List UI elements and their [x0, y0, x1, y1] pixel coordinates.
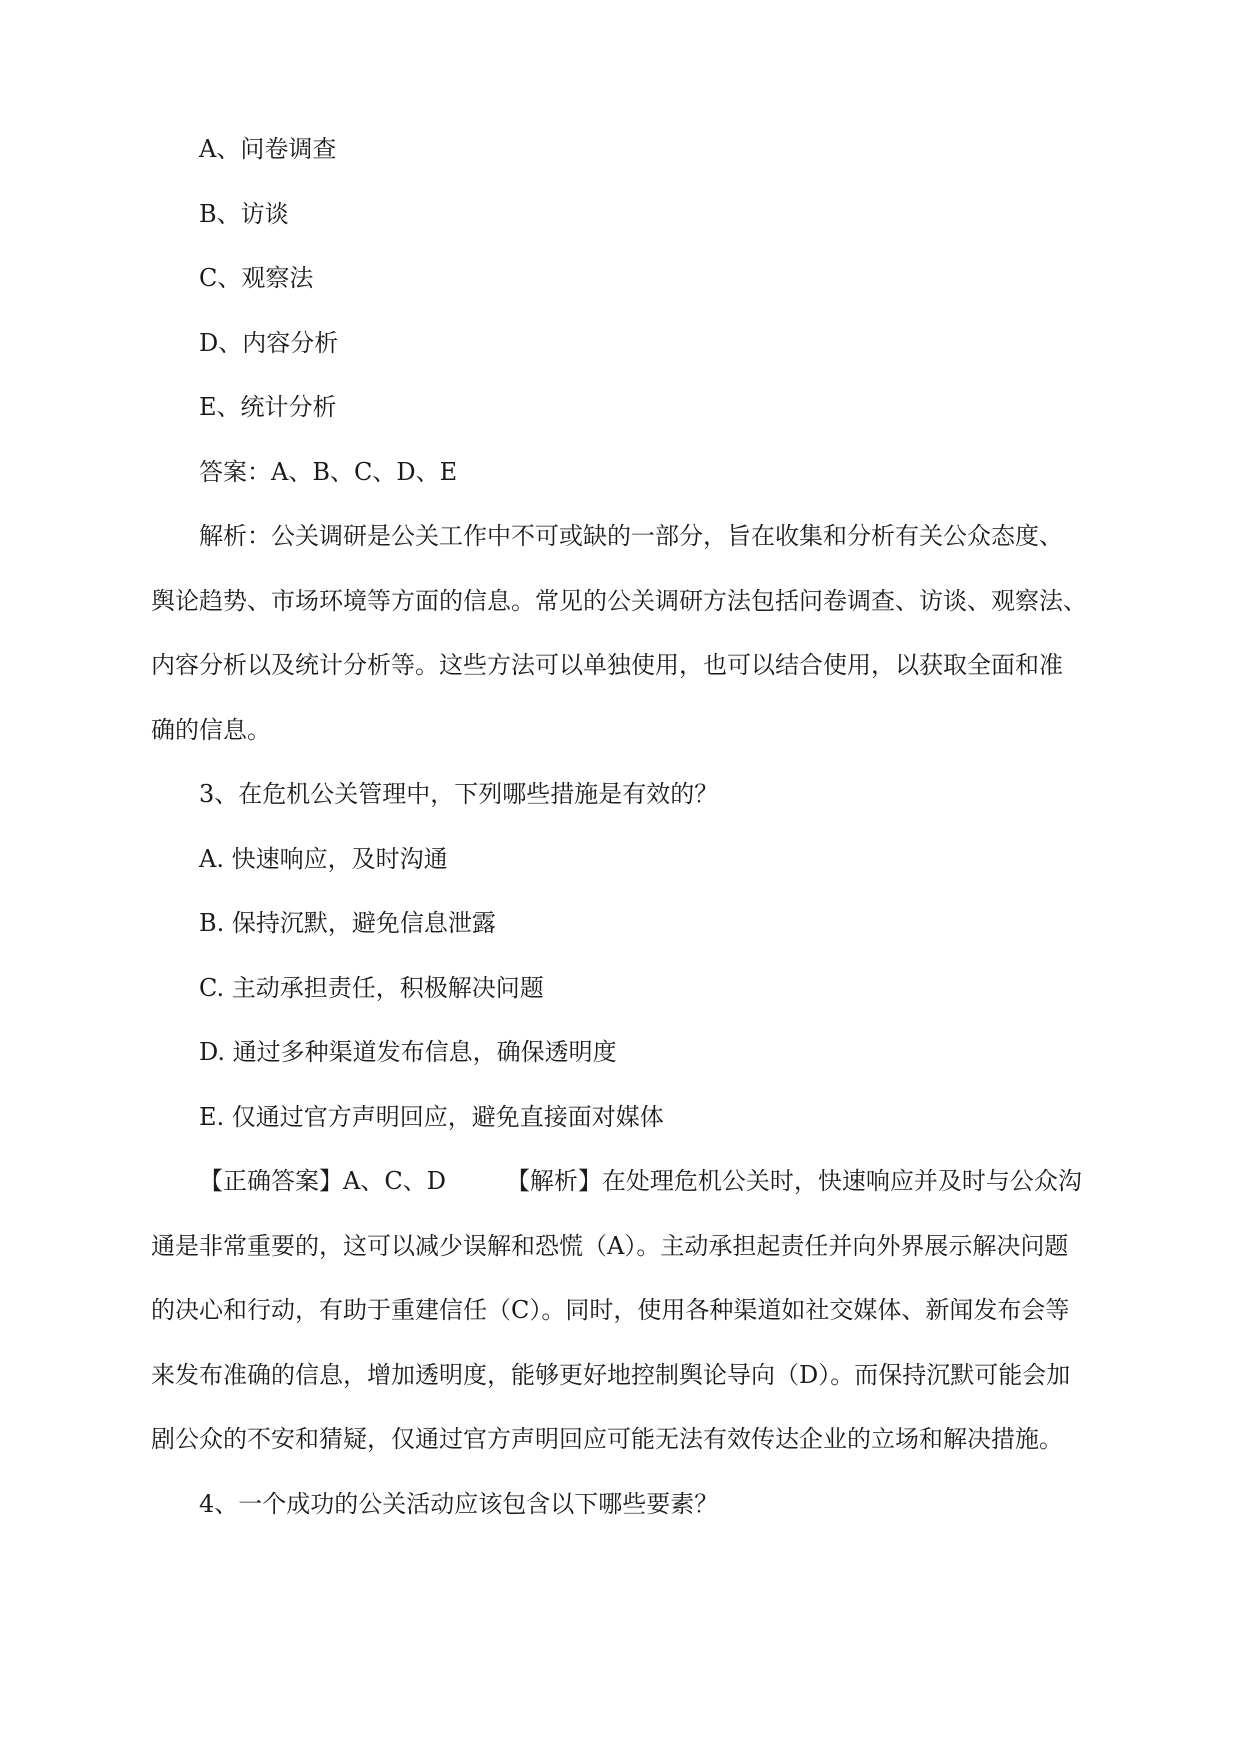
q4-question: 4、一个成功的公关活动应该包含以下哪些要素？: [199, 1489, 719, 1518]
q2-answer: 答案：A、B、C、D、E: [199, 457, 458, 486]
document-body: [151, 133, 1091, 1552]
q2-option-c: C、观察法: [199, 264, 314, 292]
q3-question: 3、在危机公关管理中，下列哪些措施是有效的？: [199, 780, 719, 808]
q3-analysis-line: 通是非常重要的，这可以减少误解和恐慌（A）。主动承担起责任并向外界展示解决问题: [151, 1231, 1069, 1260]
q2-analysis-line: 确的信息。: [151, 715, 271, 744]
q2-analysis-line: 内容分析以及统计分析等。这些方法可以单独使用，也可以结合使用，以获取全面和准: [151, 651, 1063, 679]
q3-option-d: D. 通过多种渠道发布信息，确保透明度: [199, 1038, 617, 1066]
q2-option-b: B、访谈: [199, 199, 289, 228]
q2-option-d: D、内容分析: [199, 328, 339, 357]
q3-option-b: B. 保持沉默，避免信息泄露: [199, 909, 496, 937]
q2-option-e: E、统计分析: [199, 393, 337, 421]
q3-option-e: E. 仅通过官方声明回应，避免直接面对媒体: [199, 1102, 664, 1131]
q2-analysis-line: 舆论趋势、市场环境等方面的信息。常见的公关调研方法包括问卷调查、访谈、观察法、: [151, 586, 1087, 615]
q3-option-a: A. 快速响应，及时沟通: [199, 844, 448, 873]
q3-analysis-line: 剧公众的不安和猜疑，仅通过官方声明回应可能无法有效传达企业的立场和解决措施。: [151, 1425, 1063, 1453]
q3-answer: 【正确答案】A、C、D: [199, 1167, 446, 1195]
q3-analysis-first: 【解析】在处理危机公关时，快速响应并及时与公众沟: [505, 1167, 1082, 1195]
q3-option-c: C. 主动承担责任，积极解决问题: [199, 973, 544, 1002]
q2-option-a: A、问卷调查: [199, 135, 337, 163]
q3-analysis-line: 来发布准确的信息，增加透明度，能够更好地控制舆论导向（D）。而保持沉默可能会加: [151, 1360, 1071, 1389]
q3-answer-analysis-line: [151, 1165, 1091, 1230]
q3-analysis-line: 的决心和行动，有助于重建信任（C）。同时，使用各种渠道如社交媒体、新闻发布会等: [151, 1296, 1070, 1324]
q2-analysis-line: 解析：公关调研是公关工作中不可或缺的一部分，旨在收集和分析有关公众态度、: [199, 522, 1063, 550]
